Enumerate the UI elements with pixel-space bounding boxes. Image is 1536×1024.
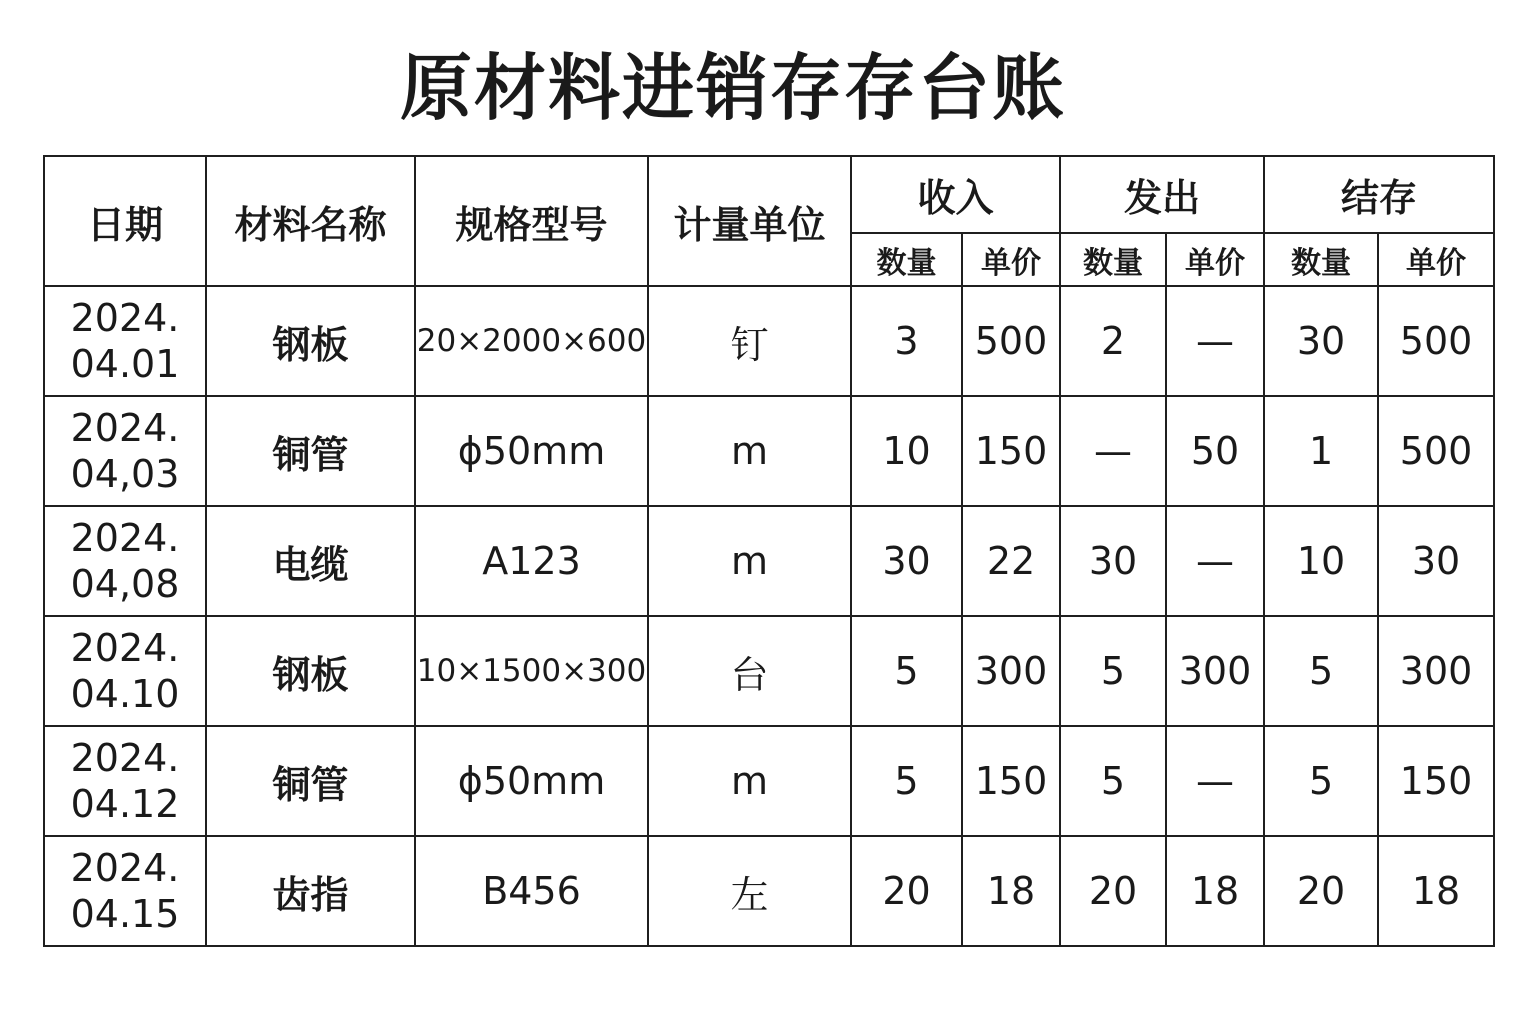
page-title: 原材料进销存存台账: [399, 46, 1066, 130]
issue-price-cell: —: [1166, 726, 1264, 836]
material-name-cell: 电缆: [206, 506, 415, 616]
income-qty-cell: 5: [851, 726, 962, 836]
header-spec: 规格型号: [415, 156, 648, 286]
material-name-cell: 钢板: [206, 616, 415, 726]
income-qty-cell: 3: [851, 286, 962, 396]
balance-qty-cell: 5: [1264, 726, 1378, 836]
header-issue-price: 单价: [1166, 233, 1264, 286]
issue-price-cell: 18: [1166, 836, 1264, 946]
header-group-issue: 发出: [1060, 156, 1264, 233]
date-cell: 2024. 04.01: [44, 286, 206, 396]
balance-qty-cell: 1: [1264, 396, 1378, 506]
income-qty-cell: 20: [851, 836, 962, 946]
issue-price-cell: 300: [1166, 616, 1264, 726]
inventory-ledger-table: [43, 155, 1495, 947]
date-cell: 2024. 04.15: [44, 836, 206, 946]
income-qty-cell: 10: [851, 396, 962, 506]
income-qty-cell: 30: [851, 506, 962, 616]
income-qty-cell: 5: [851, 616, 962, 726]
issue-qty-cell: —: [1060, 396, 1166, 506]
spec-cell: ϕ50mm: [415, 726, 648, 836]
spec-cell: 20×2000×600: [415, 286, 648, 396]
issue-price-cell: —: [1166, 506, 1264, 616]
unit-cell: 台: [648, 616, 851, 726]
material-name-cell: 铜管: [206, 726, 415, 836]
header-income-price: 单价: [962, 233, 1060, 286]
header-group-balance: 结存: [1264, 156, 1494, 233]
date-cell: 2024. 04,08: [44, 506, 206, 616]
header-issue-qty: 数量: [1060, 233, 1166, 286]
header-date: 日期: [44, 156, 206, 286]
header-balance-price: 单价: [1378, 233, 1494, 286]
header-balance-qty: 数量: [1264, 233, 1378, 286]
issue-qty-cell: 5: [1060, 726, 1166, 836]
spec-cell: B456: [415, 836, 648, 946]
balance-price-cell: 30: [1378, 506, 1494, 616]
date-cell: 2024. 04,03: [44, 396, 206, 506]
spec-cell: A123: [415, 506, 648, 616]
balance-price-cell: 500: [1378, 286, 1494, 396]
issue-qty-cell: 5: [1060, 616, 1166, 726]
unit-cell: 钉: [648, 286, 851, 396]
income-price-cell: 18: [962, 836, 1060, 946]
issue-qty-cell: 30: [1060, 506, 1166, 616]
income-price-cell: 22: [962, 506, 1060, 616]
material-name-cell: 钢板: [206, 286, 415, 396]
header-income-qty: 数量: [851, 233, 962, 286]
spec-cell: 10×1500×300: [415, 616, 648, 726]
balance-qty-cell: 5: [1264, 616, 1378, 726]
table-row: [44, 286, 1494, 396]
unit-cell: m: [648, 726, 851, 836]
table-row: [44, 396, 1494, 506]
balance-qty-cell: 10: [1264, 506, 1378, 616]
table-row: [44, 506, 1494, 616]
unit-cell: m: [648, 396, 851, 506]
income-price-cell: 150: [962, 726, 1060, 836]
date-cell: 2024. 04.12: [44, 726, 206, 836]
spec-cell: ϕ50mm: [415, 396, 648, 506]
balance-qty-cell: 20: [1264, 836, 1378, 946]
header-material-name: 材料名称: [206, 156, 415, 286]
date-cell: 2024. 04.10: [44, 616, 206, 726]
header-unit: 计量单位: [648, 156, 851, 286]
balance-qty-cell: 30: [1264, 286, 1378, 396]
balance-price-cell: 500: [1378, 396, 1494, 506]
header-group-income: 收入: [851, 156, 1060, 233]
balance-price-cell: 18: [1378, 836, 1494, 946]
material-name-cell: 齿指: [206, 836, 415, 946]
table-row: [44, 836, 1494, 946]
issue-price-cell: 50: [1166, 396, 1264, 506]
income-price-cell: 500: [962, 286, 1060, 396]
balance-price-cell: 300: [1378, 616, 1494, 726]
material-name-cell: 铜管: [206, 396, 415, 506]
issue-qty-cell: 2: [1060, 286, 1166, 396]
unit-cell: 左: [648, 836, 851, 946]
balance-price-cell: 150: [1378, 726, 1494, 836]
table-row: [44, 616, 1494, 726]
issue-qty-cell: 20: [1060, 836, 1166, 946]
income-price-cell: 150: [962, 396, 1060, 506]
table-row: [44, 726, 1494, 836]
income-price-cell: 300: [962, 616, 1060, 726]
issue-price-cell: —: [1166, 286, 1264, 396]
unit-cell: m: [648, 506, 851, 616]
